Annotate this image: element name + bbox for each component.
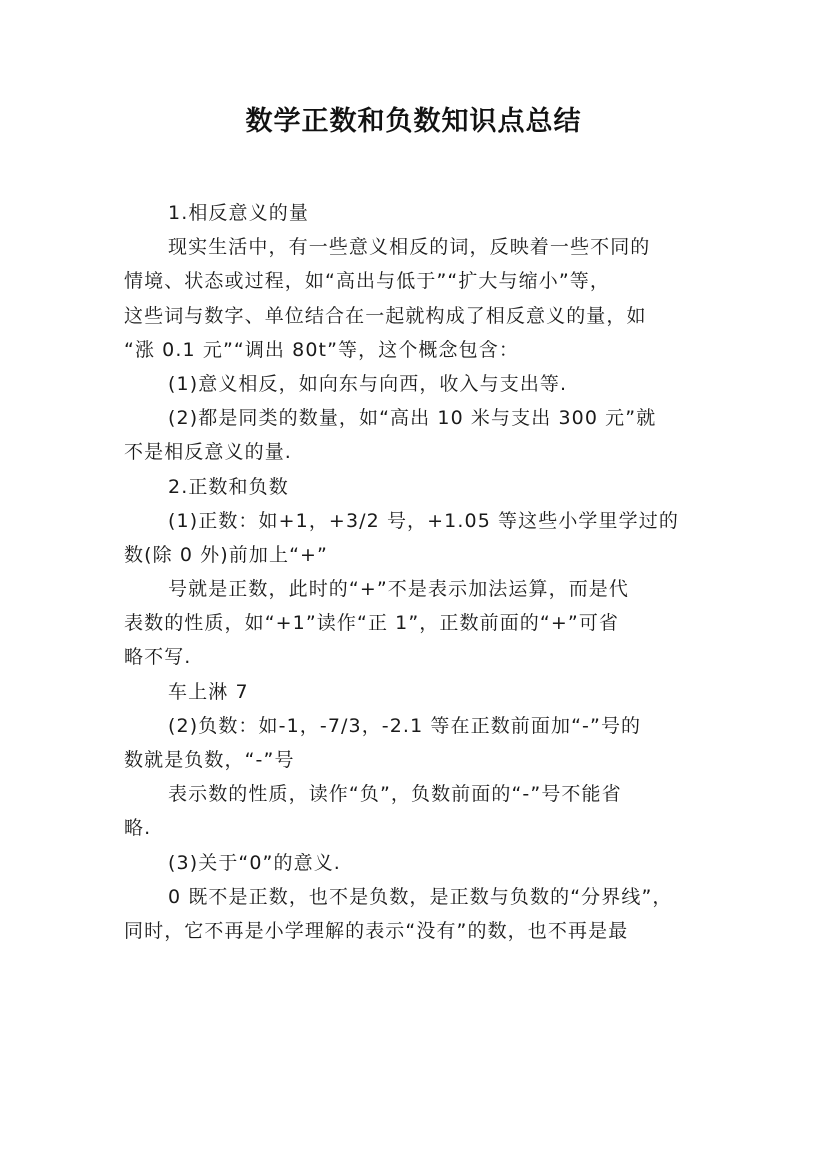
paragraph-line: 数(除 0 外)前加上“+” [124,543,328,566]
paragraph-line: 数就是负数，“-”号 [124,749,295,771]
paragraph-line: 情境、状态或过程，如“高出与低于”“扩大与缩小”等， [124,270,610,293]
paragraph-line: (3)关于“0”的意义. [168,851,341,874]
paragraph-line: 现实生活中，有一些意义相反的词，反映着一些不同的 [168,236,651,259]
document-body [124,196,704,948]
paragraph-line: 这些词与数字、单位结合在一起就构成了相反意义的量，如 [124,304,647,327]
paragraph-line: 略不写. [124,646,192,669]
document-title: 数学正数和负数知识点总结 [245,106,582,137]
paragraph-line: 表示数的性质，读作“负”，负数前面的“-”号不能省 [168,783,622,806]
paragraph-line: (2)负数：如-1，-7/3，-2.1 等在正数前面加“-”号的 [168,714,642,737]
paragraph-line: 表数的性质，如“+1”读作“正 1”，正数前面的“+”可省 [124,612,620,635]
paragraph-line: 号就是正数，此时的“+”不是表示加法运算，而是代 [168,578,630,601]
paragraph-line: “涨 0.1 元”“调出 80t”等，这个概念包含： [124,338,519,361]
paragraph-line: 0 既不是正数，也不是负数，是正数与负数的“分界线”， [168,885,673,908]
paragraph-line: (2)都是同类的数量，如“高出 10 米与支出 300 元”就 [168,407,657,430]
paragraph-line: (1)意义相反，如向东与向西，收入与支出等. [168,372,568,395]
paragraph-line: (1)正数：如+1，+3/2 号，+1.05 等这些小学里学过的 [168,509,679,532]
paragraph-line: 2.正数和负数 [168,475,289,498]
paragraph-line: 略. [124,817,152,840]
paragraph-line: 1.相反意义的量 [168,202,309,224]
paragraph-line: 车上淋 7 [168,680,249,703]
paragraph-line: 同时，它不再是小学理解的表示“没有”的数，也不再是最 [124,919,629,942]
paragraph-line: 不是相反意义的量. [124,441,292,464]
